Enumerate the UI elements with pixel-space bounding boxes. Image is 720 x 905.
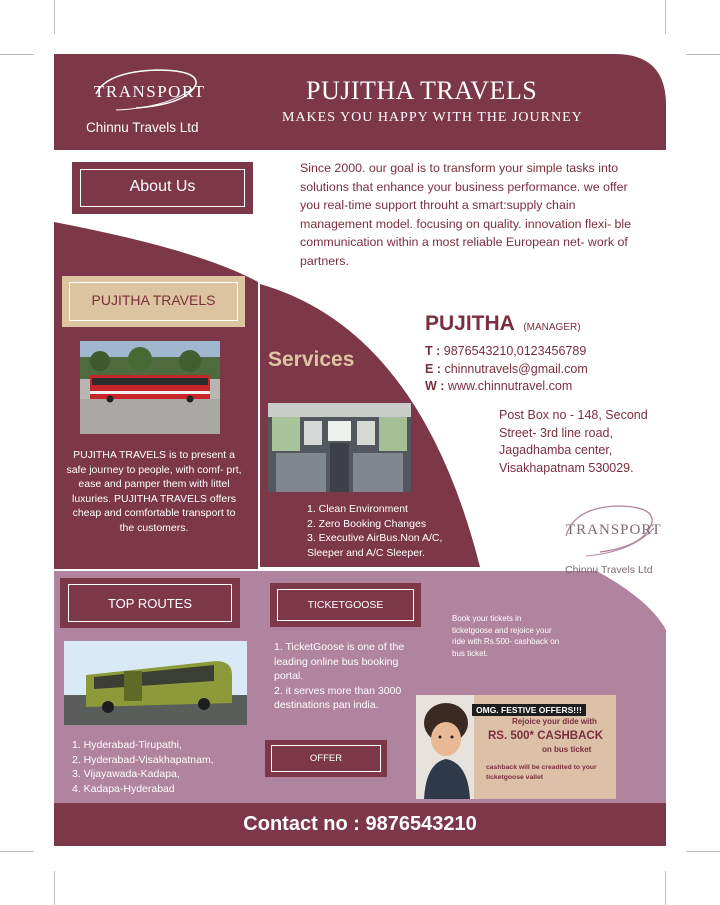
ticketgoose-points xyxy=(274,640,424,713)
routes-list xyxy=(72,738,214,796)
web-label: W : xyxy=(425,379,445,393)
ticketgoose-title: TICKETGOOSE xyxy=(307,599,384,611)
phone-label: T : xyxy=(425,344,441,358)
top-routes-header xyxy=(60,578,240,628)
manager-name: PUJITHA xyxy=(425,312,515,335)
services-title: Services xyxy=(268,348,355,371)
email-label: E : xyxy=(425,361,441,376)
promo-line2: on bus ticket xyxy=(542,745,592,754)
ticketgoose-point: 1. TicketGoose is one of the leading online bus booking portal. xyxy=(274,641,405,682)
route-item: 4. Kadapa-Hyderabad xyxy=(72,782,175,795)
promo-note: cashback will be creadited to your ticketgoose vallet xyxy=(486,764,597,781)
about-us-button[interactable] xyxy=(72,162,253,214)
manager-name-row xyxy=(425,312,581,336)
left-panel-description: PUJITHA TRAVELS is to present a safe journey to people, with comf- prt, ease and pamper them with littel luxuries. PUJITHA TRAVELS offers cheap and comfortable transport to the customers. xyxy=(66,449,242,534)
promo-banner xyxy=(416,695,616,799)
tagline: MAKES YOU HAPPY WITH THE JOURNEY xyxy=(282,110,583,125)
phone-value: 9876543210,0123456789 xyxy=(443,344,587,358)
green-bus-photo xyxy=(64,641,247,725)
left-panel-title: PUJITHA TRAVELS xyxy=(91,292,216,308)
offer-button[interactable] xyxy=(265,740,387,777)
page-title: PUJITHA TRAVELS xyxy=(306,76,538,105)
service-item: 1. Clean Environment xyxy=(307,503,408,515)
website-link[interactable]: www.chinnutravel.com xyxy=(447,379,573,393)
route-item: 1. Hyderabad-Tirupathi, xyxy=(72,739,182,751)
footer-logo xyxy=(560,500,670,580)
about-us-label: About Us xyxy=(129,178,196,195)
red-bus-photo xyxy=(80,341,220,434)
route-item: 3. Vijayawada-Kadapa, xyxy=(72,768,180,780)
bus-interior-photo xyxy=(268,403,411,492)
footer-contact: Contact no : 9876543210 xyxy=(243,813,477,835)
service-item: 2. Zero Booking Changes xyxy=(307,517,427,530)
promo-intro: Book your tickets in ticketgoose and rejoice your ride with Rs.500- cashback on bus ticket. xyxy=(452,614,560,658)
child-photo xyxy=(416,695,474,799)
offer-label: OFFER xyxy=(309,753,343,764)
logo-company: Chinnu Travels Ltd xyxy=(86,120,199,135)
about-text: Since 2000. our goal is to transform your simple tasks into solutions that enhance your business performance. we offer you real-time support throuht a smart:supply chain management model. focusing on quality. innovation flexi- ble communication within a most reliable European net- work of partners. xyxy=(300,161,632,268)
promo-cashback: RS. 500* CASHBACK xyxy=(488,730,604,742)
footer-bar xyxy=(54,803,666,846)
route-item: 2. Hyderabad-Visakhapatnam, xyxy=(72,753,214,766)
email-link[interactable]: chinnutravels@gmail.com xyxy=(444,361,588,376)
contact-lines xyxy=(425,343,588,396)
header-logo xyxy=(80,62,230,142)
top-routes-title: TOP ROUTES xyxy=(107,596,193,611)
ticketgoose-header xyxy=(270,583,421,627)
logo-word: TRANSPORT xyxy=(566,522,662,538)
services-list xyxy=(307,502,457,560)
manager-role: (MANAGER) xyxy=(523,322,581,333)
postal-address: Post Box no - 148, Second Street- 3rd line road, Jagadhamba center, Visakhapatnam 530029. xyxy=(499,408,648,475)
promo-line1: Rejoice your dide with xyxy=(512,717,597,726)
logo-word: TRANSPORT xyxy=(94,82,206,101)
service-item: 3. Executive AirBus.Non A/C, Sleeper and A/C Sleeper. xyxy=(307,532,443,559)
promo-banner-title: OMG. FESTIVE OFFERS!!! xyxy=(472,704,586,716)
logo-company: Chinnu Travels Ltd xyxy=(565,564,653,576)
ticketgoose-point: 2. it serves more than 3000 destinations pan india. xyxy=(274,684,402,711)
left-panel-title-box xyxy=(62,276,245,327)
